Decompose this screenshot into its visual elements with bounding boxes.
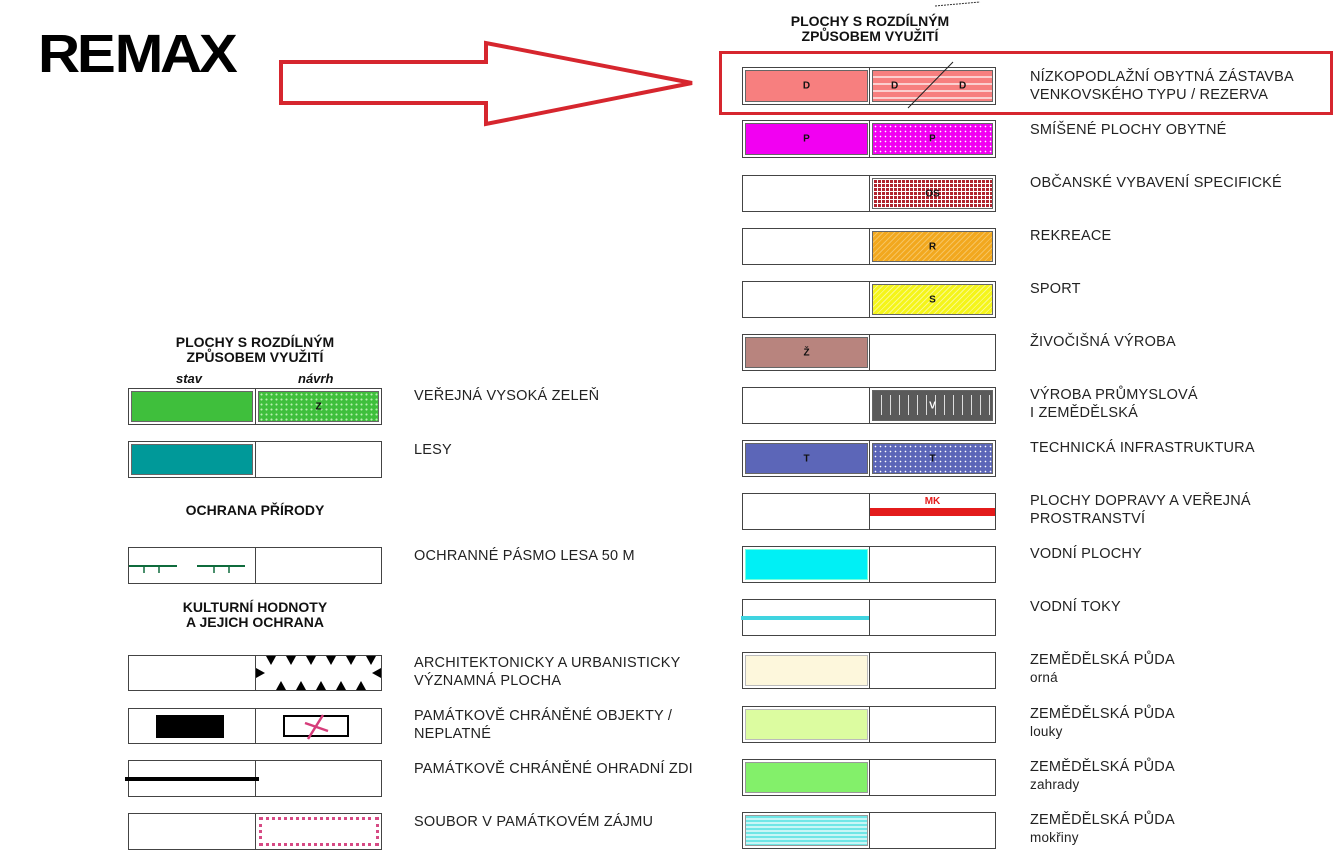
label-ohradni-zdi: PAMÁTKOVĚ CHRÁNĚNÉ OHRADNÍ ZDI	[414, 761, 693, 777]
legend-row-lesy	[128, 441, 382, 478]
legend-row-sport: S	[742, 281, 996, 318]
legend-row-smisene: P P	[742, 120, 996, 158]
arrow-right-icon	[278, 40, 698, 130]
column-stav: stav	[176, 371, 203, 386]
left-legend-header: PLOCHY S ROZDÍLNÝM ZPŮSOBEM VYUŽITÍ	[175, 334, 335, 365]
label-nizkopodlazni: NÍZKOPODLAŽNÍ OBYTNÁ ZÁSTAVBA VENKOVSKÉHO TYPU / REZERVA	[1030, 69, 1294, 103]
legend-row-vyroba: V	[742, 387, 996, 424]
label-vodni-plochy: VODNÍ PLOCHY	[1030, 546, 1142, 562]
legend-row-architektonicky	[128, 655, 382, 691]
label-rekreace: REKREACE	[1030, 228, 1112, 244]
right-legend-header: PLOCHY S ROZDÍLNÝM ZPŮSOBEM VYUŽITÍ	[790, 13, 950, 44]
label-technicka: TECHNICKÁ INFRASTRUKTURA	[1030, 440, 1255, 456]
label-orna: ZEMĚDĚLSKÁ PŮDA orná	[1030, 652, 1175, 685]
label-soubor: SOUBOR V PAMÁTKOVÉM ZÁJMU	[414, 814, 654, 830]
section-kulturni-hodnoty: KULTURNÍ HODNOTY A JEJICH OCHRANA	[182, 599, 328, 630]
forest-buffer-line-icon	[129, 560, 255, 574]
label-obcanske: OBČANSKÉ VYBAVENÍ SPECIFICKÉ	[1030, 175, 1282, 191]
label-smisene: SMÍŠENÉ PLOCHY OBYTNÉ	[1030, 122, 1227, 138]
remax-logo: REMAX	[38, 24, 235, 84]
label-vyroba: VÝROBA PRŮMYSLOVÁ I ZEMĚDĚLSKÁ	[1030, 387, 1198, 421]
label-louky: ZEMĚDĚLSKÁ PŮDA louky	[1030, 706, 1175, 739]
legend-row-vodni-toky	[742, 599, 996, 636]
cross-mark-icon	[301, 711, 331, 743]
legend-row-verejna-zelen: Z	[128, 388, 382, 425]
label-architektonicky: ARCHITEKTONICKY A URBANISTICKY VÝZNAMNÁ PLOCHA	[414, 655, 681, 689]
legend-row-rekreace: R	[742, 228, 996, 265]
legend-row-zahrady	[742, 759, 996, 796]
legend-row-obcanske: OS	[742, 175, 996, 212]
legend-row-pamatkove-objekty	[128, 708, 382, 744]
legend-row-ohradni-zdi	[128, 760, 382, 797]
legend-row-mokriny	[742, 812, 996, 849]
legend-row-zivocisna: Ž	[742, 334, 996, 371]
section-ochrana-prirody: OCHRANA PŘÍRODY	[185, 502, 325, 518]
column-navrh: návrh	[298, 371, 334, 386]
legend-row-doprava: MK	[742, 493, 996, 530]
legend-row-orna	[742, 652, 996, 689]
triangle-border-icon	[256, 656, 381, 690]
label-pamatkove-objekty: PAMÁTKOVĚ CHRÁNĚNÉ OBJEKTY / NEPLATNÉ	[414, 708, 673, 742]
legend-row-vodni-plochy	[742, 546, 996, 583]
label-lesy: LESY	[414, 442, 452, 458]
label-zahrady: ZEMĚDĚLSKÁ PŮDA zahrady	[1030, 759, 1175, 792]
hatch-fragment	[930, 0, 990, 8]
label-doprava: PLOCHY DOPRAVY A VEŘEJNÁ PROSTRANSTVÍ	[1030, 493, 1251, 527]
label-verejna-zelen: VEŘEJNÁ VYSOKÁ ZELEŇ	[414, 388, 600, 404]
legend-row-technicka: T T	[742, 440, 996, 477]
label-vodni-toky: VODNÍ TOKY	[1030, 599, 1121, 615]
legend-row-nizkopodlazni: D D D	[742, 67, 996, 105]
legend-row-soubor	[128, 813, 382, 850]
legend-row-ochranne-pasmo	[128, 547, 382, 584]
label-ochranne-pasmo: OCHRANNÉ PÁSMO LESA 50 M	[414, 548, 635, 564]
label-mokriny: ZEMĚDĚLSKÁ PŮDA mokřiny	[1030, 812, 1175, 845]
label-zivocisna: ŽIVOČIŠNÁ VÝROBA	[1030, 334, 1176, 350]
legend-row-louky	[742, 706, 996, 743]
label-sport: SPORT	[1030, 281, 1081, 297]
